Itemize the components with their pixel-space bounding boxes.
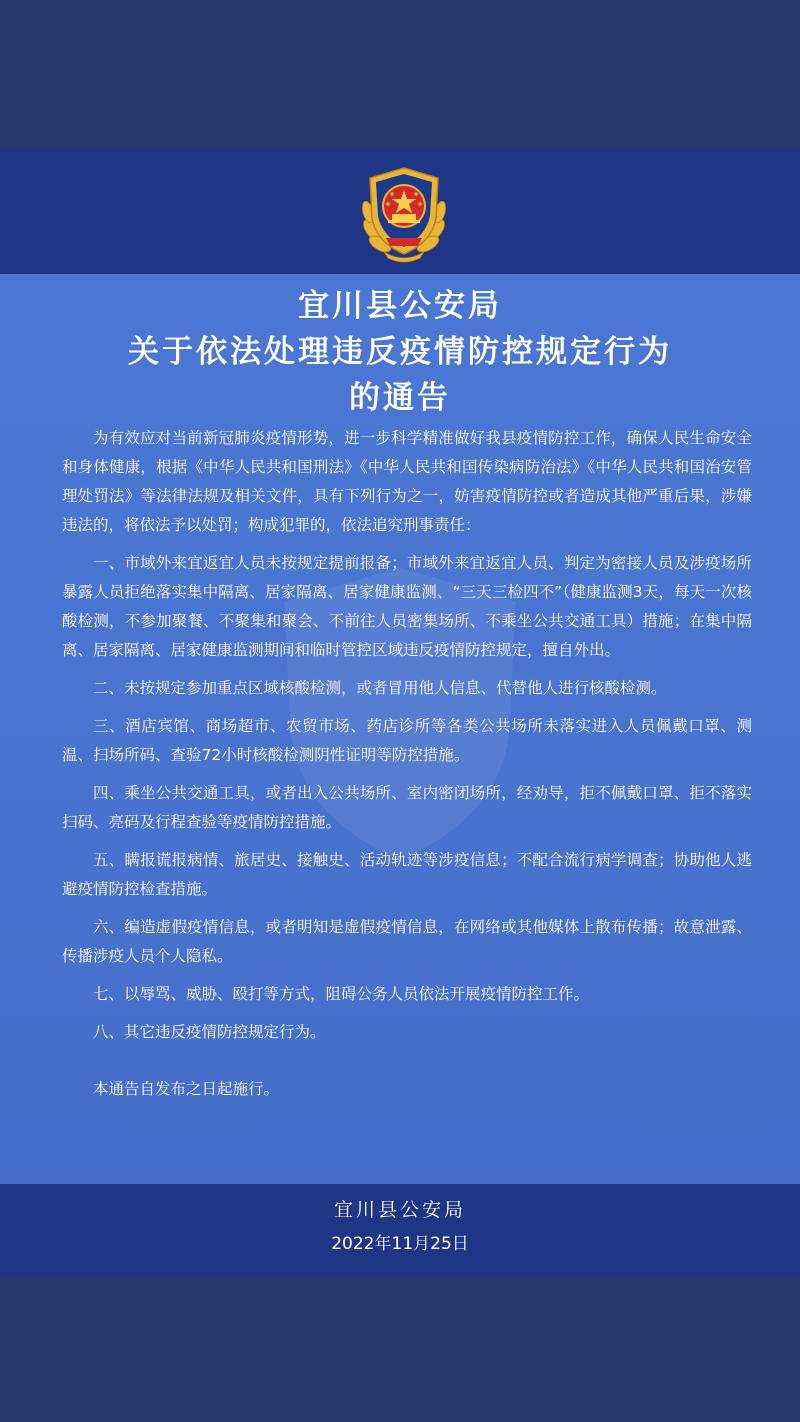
notice-item-3: 三、酒店宾馆、商场超市、农贸市场、药店诊所等各类公共场所未落实进入人员佩戴口罩、测温、扫场所码、查验72小时核酸检测阴性证明等防控措施。 [62, 717, 752, 764]
notice-body [62, 424, 752, 1113]
notice-item-2: 二、未按规定参加重点区域核酸检测，或者冒用他人信息、代替他人进行核酸检测。 [93, 679, 667, 697]
notice-item-6: 六、编造虚假疫情信息，或者明知是虚假疫情信息，在网络或其他媒体上散布传播；故意泄露、传播涉疫人员个人隐私。 [62, 918, 752, 965]
top-dark-band [0, 0, 800, 148]
police-emblem-icon [358, 164, 450, 264]
footer-issuer: 宜川县公安局 [333, 1199, 466, 1221]
notice-title-line-1: 宜川县公安局 [298, 288, 502, 324]
notice-title-line-2: 关于依法处理违反疫情防控规定行为 [128, 334, 672, 370]
notice-poster [0, 274, 800, 1184]
notice-item-5: 五、瞒报谎报病情、旅居史、接触史、活动轨迹等涉疫信息；不配合流行病学调查；协助他人逃避疫情防控检查措施。 [62, 851, 752, 898]
notice-title-line-3: 的通告 [349, 380, 451, 416]
bottom-dark-band [0, 1276, 800, 1422]
notice-item-4: 四、乘坐公共交通工具，或者出入公共场所、室内密闭场所，经劝导，拒不佩戴口罩、拒不落实扫码、亮码及行程查验等疫情防控措施。 [62, 784, 752, 831]
notice-closing: 本通告自发布之日起施行。 [93, 1080, 280, 1098]
notice-item-7: 七、以辱骂、威胁、殴打等方式，阻碍公务人员依法开展疫情防控工作。 [93, 985, 590, 1003]
footer-band [0, 1184, 800, 1276]
notice-item-8: 八、其它违反疫情防控规定行为。 [93, 1023, 326, 1041]
notice-item-1: 一、市域外来宜返宜人员未按规定提前报备；市域外来宜返宜人员、判定为密接人员及涉疫场所暴露人员拒绝落实集中隔离、居家隔离、居家健康监测、“三天三检四不”（健康监测3天，每天一次核酸检测，不参加聚餐、不聚集和聚会、不前往人员密集场所、不乘坐公共交通工具）措施；在集中隔离、居家隔离、居家健康监测期间和临时管控区域违反疫情防控规定，擅自外出。 [62, 554, 752, 659]
notice-intro: 为有效应对当前新冠肺炎疫情形势，进一步科学精准做好我县疫情防控工作，确保人民生命安全和身体健康，根据《中华人民共和国刑法》《中华人民共和国传染病防治法》《中华人民共和国治安管理处罚法》等法律法规及相关文件，具有下列行为之一，妨害疫情防控或者造成其他严重后果，涉嫌违法的，将依法予以处罚；构成犯罪的，依法追究刑事责任： [62, 429, 752, 534]
footer-date: 2022年11月25日 [331, 1234, 469, 1254]
